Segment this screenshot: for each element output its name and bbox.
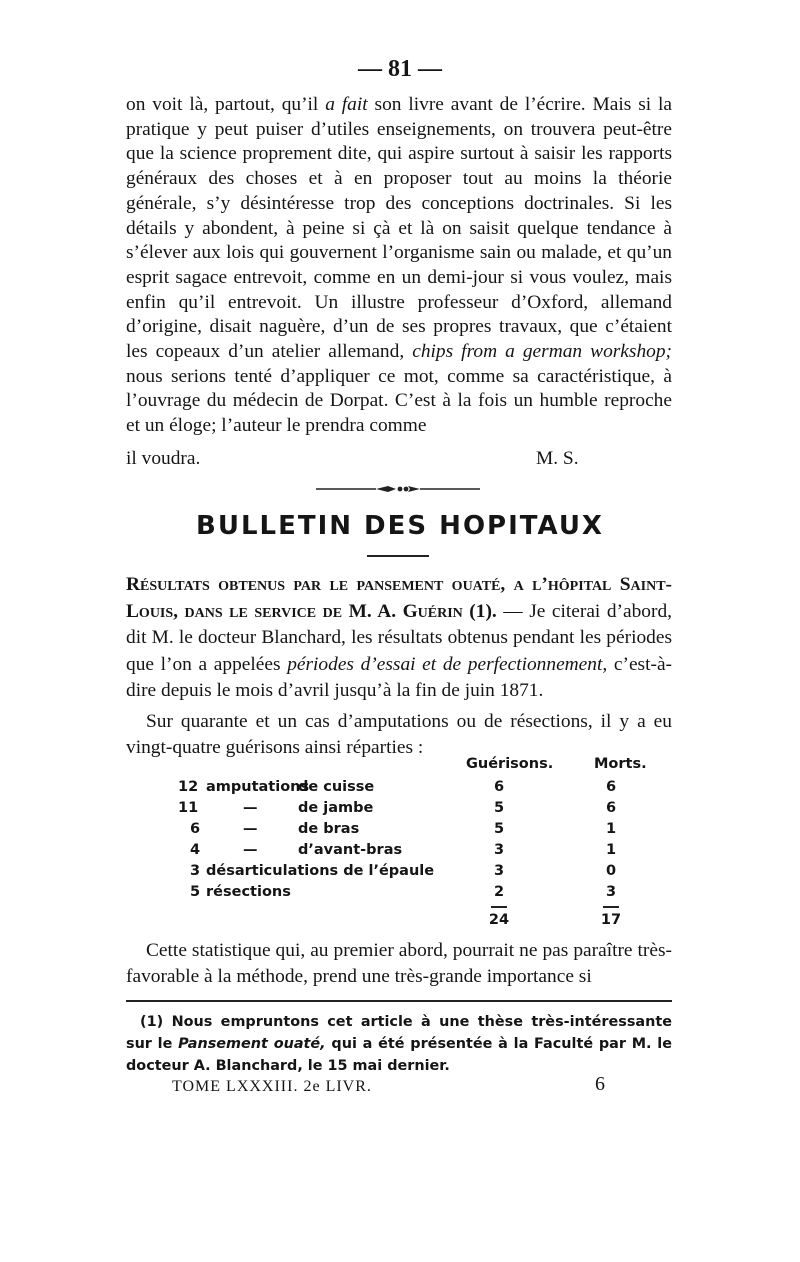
footnote-text-after: qui a été présentée à la Faculté par M. le docteur A. Blanchard, le 15 mai dernier.	[126, 1036, 672, 1074]
row-count: 12	[178, 779, 199, 795]
article-title: Résultats obtenus par le pansement ouaté, a l’hôpital Saint-Louis, dans le service de M. A. Guérin (1).	[126, 574, 672, 622]
row-label: amputations	[206, 779, 310, 795]
row-count: 6	[190, 821, 201, 837]
row-detail: de cuisse	[298, 779, 375, 795]
row-healed: 3	[493, 863, 505, 879]
row-ditto: —	[243, 842, 258, 858]
footnote	[126, 1011, 672, 1077]
intro-text: — Je citerai d’abord, dit M. le docteur Blanchard, les résultats obtenus pendant les périodes que l’on a appelées	[126, 600, 672, 675]
row-count: 3	[190, 863, 201, 879]
footnote-rule	[126, 1000, 672, 1002]
row-detail: d’avant-bras	[298, 842, 403, 858]
page-number: — 81 —	[358, 56, 442, 82]
total-deaths: 17	[600, 912, 622, 928]
signature-mark: 6	[595, 1073, 605, 1095]
row-deaths: 3	[605, 884, 617, 900]
section-heading: BULLETIN DES HOPITAUX	[196, 511, 604, 541]
volume-line: TOME LXXXIII. 2e LIVR.	[172, 1078, 372, 1095]
row-healed: 3	[493, 842, 505, 858]
row-healed: 5	[493, 821, 505, 837]
review-text: on voit là, partout, qu’il a fait son livre avant de l’écrire. Mais si la pratique y peut puiser d’utiles enseignements, on trouvera peut-être que la science proprement dite, qui aspire surtout à saisir les rapports généraux des choses et à en proposer tout au moins la théorie générale, s’y désintéresse trop des conceptions doctrinales. Si les détails y abondent, à peine si çà et là on saisit quelque tendance à s’élever aux lois qui gouvernent l’organisme sain ou malade, et qu’un esprit sagace entrevoit, comme en un demi-jour si vous voulez, mais enfin qu’il entrevoit. Un illustre professeur d’Oxford, allemand d’origine, disait naguère, d’un de ses propres travaux, que c’étaient les copeaux d’un atelier allemand, chips from a german workshop; nous serions tenté d’appliquer ce mot, comme sa caractéristique, à l’ouvrage du médecin de Dorpat. C’est à la fois un humble reproche et un éloge; l’auteur le prendra comme	[126, 94, 673, 437]
row-detail: de jambe	[298, 800, 374, 816]
closing-words: il voudra.	[126, 448, 201, 469]
total-healed: 24	[488, 912, 510, 928]
review-paragraph	[126, 93, 672, 439]
row-healed: 2	[493, 884, 505, 900]
author-signature: M. S.	[536, 448, 579, 469]
footnote-text-before: Nous empruntons cet article à une thèse très-intéressante sur le	[126, 1014, 673, 1052]
row-deaths: 6	[605, 800, 617, 816]
article	[126, 572, 672, 762]
row-label: résections	[206, 884, 291, 900]
continuation-paragraph: Cette statistique qui, au premier abord, pourrait ne pas paraître très-favorable à la méthode, prend une très-grande importance si	[126, 940, 672, 987]
sum-rule-deaths	[603, 906, 619, 908]
row-count: 11	[178, 800, 199, 816]
row-deaths: 0	[605, 863, 617, 879]
row-ditto: —	[243, 821, 258, 837]
row-deaths: 1	[605, 821, 617, 837]
article-intro	[126, 572, 672, 705]
row-label: désarticulations de l’épaule	[206, 863, 435, 879]
footnote-italic: Pansement ouaté,	[178, 1036, 326, 1052]
row-detail: de bras	[298, 821, 360, 837]
row-count: 4	[190, 842, 201, 858]
intro-end: c’est-à-dire depuis le mois d’avril jusqu’à la fin de juin 1871.	[126, 653, 673, 701]
row-deaths: 1	[605, 842, 617, 858]
row-ditto: —	[243, 800, 258, 816]
lead-in: Sur quarante et un cas d’amputations ou de résections, il y a eu vingt-quatre guérisons ainsi réparties :	[126, 710, 672, 758]
row-count: 5	[190, 884, 201, 900]
row-healed: 6	[493, 779, 505, 795]
row-healed: 5	[493, 800, 505, 816]
ornament-divider	[316, 484, 480, 494]
header-healed: Guérisons.	[466, 756, 554, 772]
row-deaths: 6	[605, 779, 617, 795]
header-deaths: Morts.	[594, 756, 647, 772]
sum-rule-healed	[491, 906, 507, 908]
footnote-marker: (1)	[140, 1014, 164, 1030]
intro-italic: périodes d’essai et de perfectionnement,	[287, 653, 608, 675]
heading-rule	[367, 555, 429, 557]
